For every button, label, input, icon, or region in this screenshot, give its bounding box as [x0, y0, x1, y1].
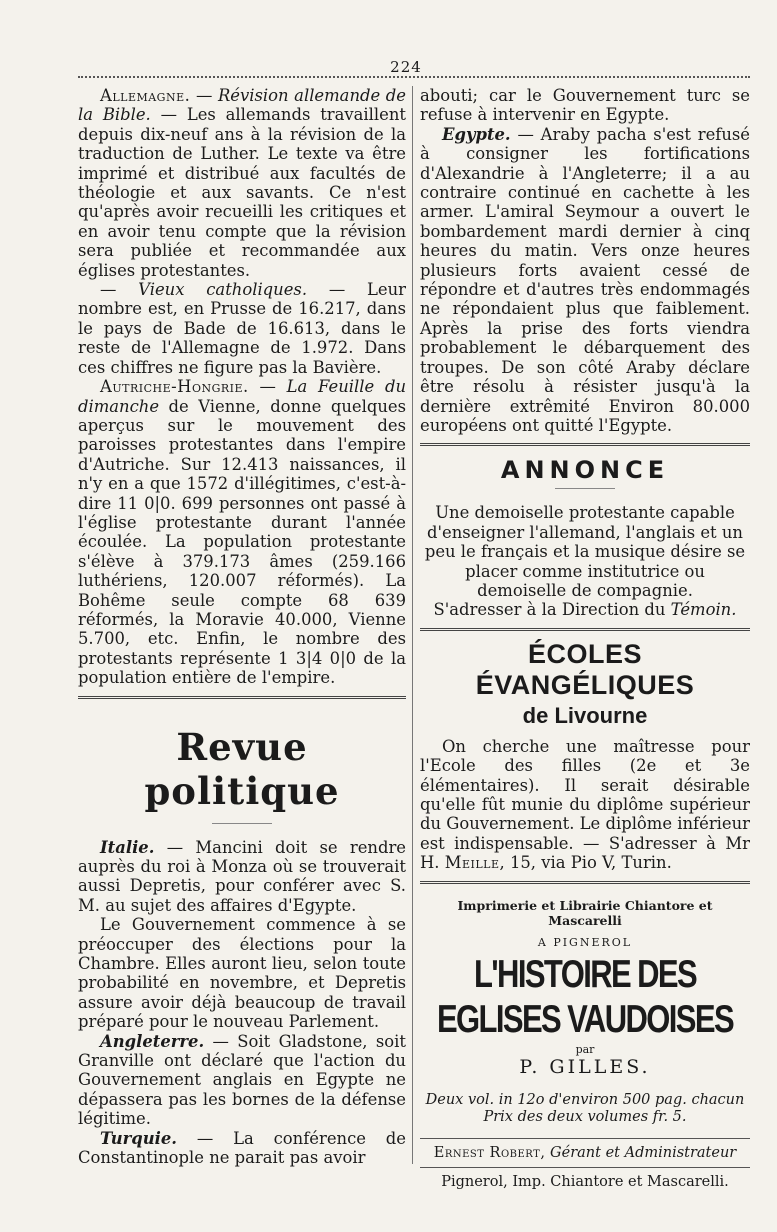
section-separator: [420, 881, 750, 884]
revue-politique-heading: Revue politique: [144, 724, 340, 813]
left-column: [78, 86, 406, 1168]
article-vieux-catholiques: [78, 280, 406, 377]
heading-underline: [212, 823, 272, 824]
country-label: Italie.: [100, 837, 155, 857]
country-label: Allemagne.: [100, 86, 191, 105]
printer-line: Pignerol, Imp. Chiantore et Mascarelli.: [441, 1173, 729, 1190]
annonce-text: Une demoiselle protestante capable d'enseigner l'allemand, l'anglais et un peu le français et la musique désire se placer comme institutrice ou demoiselle de compagnie.: [424, 503, 746, 600]
article-text: — Soit Gladstone, soit Granville ont déclaré que l'action du Gouvernement anglais en Egypte ne dépassera pas les bornes de la défense légitime.: [78, 1031, 406, 1129]
article-italie: [78, 838, 406, 916]
column-divider: [412, 86, 413, 1164]
right-column: [420, 86, 750, 1196]
article-turquie-continued: abouti; car le Gouvernement turc se refuse à intervenir en Egypte.: [420, 86, 750, 125]
ecoles-text: [420, 737, 750, 873]
heading-underline: [555, 488, 615, 489]
annonce-contact: [420, 600, 750, 619]
article-text: — Araby pacha s'est refusé à consigner les fortifications d'Alexandrie à l'Angleterre; il a au contraire continué en cachette à les armer. L'amiral Seymour a ouvert le bombardement mardi dernier à cinq heures du matin. Vers onze heures plusieurs forts avaient cessé de répondre et d'autres très endommagés ne répondaient plus que faiblement. Après la prise des forts viendra probablement le débarquement des troupes. De son côté Araby déclare être résolu à résister jusqu'à la dernière extrêmité Environ 80.000 européens ont quitté l'Egypte.: [420, 124, 750, 435]
country-label: Angleterre.: [100, 1031, 205, 1051]
par-label: par: [575, 1042, 595, 1056]
ecoles-body: On cherche une maîtresse pour l'Ecole des filles (2e et 3e élémentaires). Il serait désirable qu'elle fût munie du diplôme supérieur du Gouvernement. Le diplôme inférieur est indispensable. — S'adresser à Mr H.: [420, 736, 750, 873]
article-text: — Les allemands travaillent depuis dix-neuf ans à la révision de la traduction de Luther. Le texte va être imprimé et distribué aux facultés de théologie et aux savants. Ce n'est qu'après avoir recueilli les critiques et en avoir tenu compte que la révision sera publiée et recommandée aux églises protestantes.: [78, 105, 406, 280]
country-label: Autriche-Hongrie.: [100, 377, 249, 397]
annonce-body: [420, 503, 750, 619]
page-number: 224: [390, 58, 422, 76]
section-separator: [420, 443, 750, 446]
dash: —: [100, 280, 139, 300]
journal-name: Témoin.: [670, 600, 737, 620]
article-text: — La conférence de Constantinople ne parait pas avoir: [78, 1128, 406, 1168]
country-label: Egypte.: [442, 124, 511, 144]
section-separator: [78, 696, 406, 699]
section-separator: [420, 628, 750, 631]
footer-rule: [420, 1167, 750, 1168]
gerant-name: Ernest Robert,: [433, 1144, 546, 1161]
article-turquie: [78, 1129, 406, 1168]
ecoles-subheading: de Livourne: [522, 702, 648, 728]
dash: —: [248, 377, 287, 397]
article-angleterre: [78, 1032, 406, 1129]
annonce-heading: ANNONCE: [500, 456, 670, 485]
article-egypte: [420, 125, 750, 436]
imprimerie-header: Imprimerie et Librairie Chiantore et Mascarelli: [457, 897, 713, 928]
article-autriche: [78, 377, 406, 688]
book-author: P. GILLES.: [519, 1055, 651, 1078]
footer-rule: [420, 1138, 750, 1139]
article-gouvernement: Le Gouvernement commence à se préoccuper des élections pour la Chambre. Elles auront lieu, selon toute probabilité en novembre, et Depretis assure avoir déjà beaucoup de travail préparé pour le nouveau Parlement.: [78, 915, 406, 1032]
book-price: Deux vol. in 12o d'environ 500 pag. chacun Prix des deux volumes fr. 5.: [425, 1091, 745, 1125]
article-allemagne: [78, 86, 406, 280]
gerant-role: Gérant et Administrateur: [545, 1144, 737, 1161]
country-label: Turquie.: [100, 1128, 177, 1148]
dash: —: [190, 86, 218, 105]
ecoles-heading: ÉCOLES ÉVANGÉLIQUES: [475, 638, 695, 700]
article-title: Révision allemande de la Bible.: [78, 86, 406, 125]
contact-name: Meille: [444, 853, 500, 873]
article-title: Vieux catholiques.: [138, 280, 308, 300]
gerant-line: [420, 1145, 750, 1161]
top-rule: [78, 76, 750, 78]
contact-address: , 15, via Pio V, Turin.: [499, 853, 672, 873]
article-text: — Mancini doit se rendre auprès du roi à Monza où se trouverait aussi Depretis, pour conférer avec S. M. au sujet des affaires d'Egypte.: [78, 837, 406, 915]
article-title: La Feuille du dimanche: [78, 377, 406, 416]
article-text: — Leur nombre est, en Prusse de 16.217, dans le pays de Bade de 16.613, dans le reste de l'Allemagne de 1.972. Dans ces chiffres ne figure pas la Bavière.: [78, 280, 406, 377]
article-text: de Vienne, donne quelques aperçus sur le mouvement des paroisses protestantes dans l'empire d'Autriche. Sur 12.413 naissances, il n'y en a que 1572 d'illégitimes, c'est-à-dire 11 0|0. 699 personnes ont passé à l'église protestante durant l'année écoulée. La population protestante s'élève à 379.173 âmes (259.166 luthériens, 120.007 réformés). La Bohême seule compte 68 639 réformés, la Moravie 40.000, Vienne 5.700, etc. Enfin, le nombre des protestants représente 1 3|4 0|0 de la population entière de l'empire.: [78, 396, 406, 688]
book-title: L'HISTOIRE DES EGLISES VAUDOISES: [436, 951, 734, 1041]
contact-prefix: S'adresser à la Direction du: [433, 600, 671, 620]
imprimerie-place: A PIGNEROL: [537, 935, 633, 949]
